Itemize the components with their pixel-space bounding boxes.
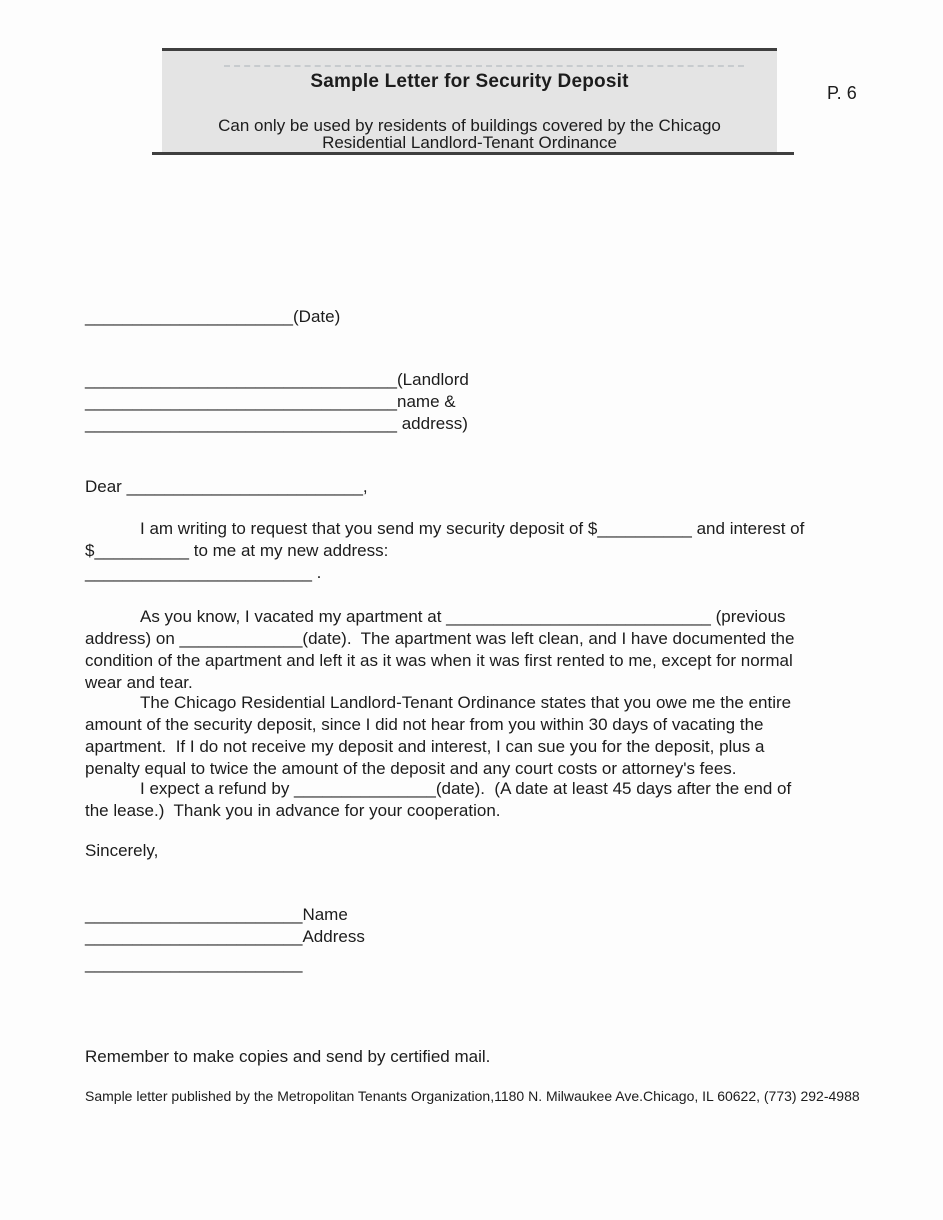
paragraph-request-deposit (85, 518, 804, 584)
subtitle-line: Residential Landlord-Tenant Ordinance (322, 133, 617, 152)
paragraph-line: amount of the security deposit, since I did not hear from you within 30 days of vacating the (85, 715, 764, 734)
date-blank-line: ______________________(Date) (85, 307, 341, 326)
paragraph-line: apartment. If I do not receive my deposit and interest, I can sue you for the deposit, plus a (85, 737, 765, 756)
landlord-address-block (85, 369, 469, 435)
paragraph-line: penalty equal to twice the amount of the deposit and any court costs or attorney's fees. (85, 759, 737, 778)
paragraph-line: the lease.) Thank you in advance for your cooperation. (85, 801, 501, 820)
closing-line: Sincerely, (85, 841, 159, 860)
paragraph-line: I expect a refund by _______________(date). (A date at least 45 days after the end of (140, 779, 792, 798)
scan-artifact-dashed-line (224, 65, 744, 67)
landlord-blank-line: _________________________________ address) (85, 414, 468, 433)
landlord-blank-line: _________________________________name & (85, 392, 456, 411)
source-footnote: Sample letter published by the Metropolitan Tenants Organization,1180 N. Milwaukee Ave.Chicago, IL 60622, (773) 292-4988 (85, 1088, 860, 1104)
document-title: Sample Letter for Security Deposit (310, 71, 629, 92)
subtitle-line: Can only be used by residents of buildings covered by the Chicago (218, 116, 721, 135)
signature-block (85, 904, 365, 975)
paragraph-line: ________________________ . (85, 563, 322, 582)
paragraph-line: wear and tear. (85, 673, 193, 692)
paragraph-line: condition of the apartment and left it as it was when it was first rented to me, except for normal (85, 651, 793, 670)
paragraph-line: I am writing to request that you send my security deposit of $__________ and interest of (140, 519, 805, 538)
paragraph-line: The Chicago Residential Landlord-Tenant Ordinance states that you owe me the entire (140, 693, 792, 712)
landlord-blank-line: _________________________________(Landlord (85, 370, 469, 389)
paragraph-line: As you know, I vacated my apartment at ____________________________ (previous (140, 607, 786, 626)
document-subtitle (162, 117, 777, 151)
paragraph-vacated-apartment (85, 606, 794, 694)
signature-blank-line: _______________________ (85, 954, 303, 973)
header-rule-bottom (152, 152, 794, 155)
paragraph-line: $__________ to me at my new address: (85, 541, 389, 560)
header-box (162, 48, 777, 152)
paragraph-ordinance (85, 692, 791, 780)
paragraph-line: address) on _____________(date). The apartment was left clean, and I have documented the (85, 629, 795, 648)
signature-name-line: _______________________Name (85, 905, 348, 924)
greeting-line: Dear _________________________, (85, 477, 368, 496)
signature-address-line: _______________________Address (85, 927, 365, 946)
reminder-line: Remember to make copies and send by certified mail. (85, 1047, 491, 1066)
paragraph-refund-deadline (85, 778, 791, 822)
page-number: P. 6 (827, 83, 857, 103)
